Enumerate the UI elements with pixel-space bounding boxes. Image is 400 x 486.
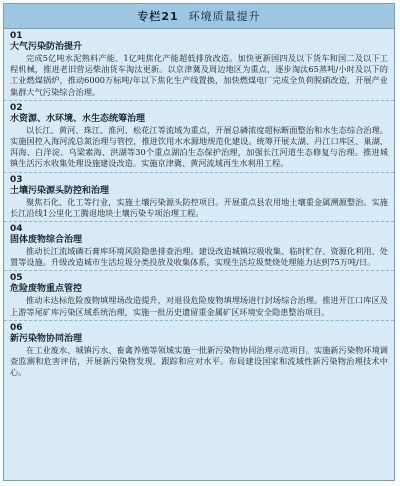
section-04 [4, 222, 394, 271]
section-body: 推动未达标危险废物填埋场改造提升，对退役危险废物填埋场进行封场综合治理。推进开江口库区及上游等尾矿库污染区域系统治理，实施一批历史遗留重金属矿区环境安全隐患整治项目。 [10, 295, 388, 317]
section-title: 新污染物协同治理 [10, 333, 83, 344]
column-number: 专栏21 [137, 10, 179, 23]
section-number: 06 [10, 322, 23, 333]
section-03 [4, 173, 394, 222]
column-header [4, 4, 394, 29]
section-01 [4, 29, 394, 101]
section-title: 危险废物重点管控 [10, 284, 83, 295]
section-title: 大气污染防治提升 [10, 42, 83, 52]
section-number: 04 [10, 224, 23, 235]
column-box [3, 3, 395, 481]
section-05 [4, 271, 394, 320]
section-body: 聚焦石化、化工等行业，实施土壤污染源头防控项目。开展重点县农用地土壤重金属溯源整治。实施长江沿线1公里化工腾退地块土壤污染专项治理工程。 [10, 196, 388, 218]
section-number: 03 [10, 174, 23, 185]
section-number: 01 [10, 31, 23, 41]
section-body: 以长江、黄河、珠江、淮河、松花江等流域为重点，开展总磷浓度超标断面整治和水生态综合治理。实施国控入海河流总氮治理与管控，推进饮用水水源地规范化建设。统筹开展太湖、丹江口库区、巢湖、洱海、白洋淀、乌梁素海、洪湖等30个重点湖泊生态保护治理，加强长江河道生态修复与治理。推进城镇生活污水收集处理设施建设改造。实施京津冀、黄河流域再生水利用工程。 [10, 124, 388, 169]
section-number: 05 [10, 273, 23, 284]
section-body: 在工业废水、城镇污水、畜禽养殖等领域实施一批新污染物协同治理示范项目。实施新污染物环境调查监测和危害评估，开展新污染物发现、跟踪和应对水平。布局建设国家和流域性新污染物治理技术中心。 [10, 344, 388, 378]
section-title: 固体废物综合治理 [10, 235, 83, 246]
section-02 [4, 101, 394, 173]
section-body: 推动长江流域磷石膏库环境风险隐患排查治理。建设改造城镇垃圾收集、临时贮存、资源化利用、处置等设施。升级改造城市生活垃圾分类投放及收集体系，实现生活垃圾焚烧处理能力达到75万吨/日。 [10, 246, 388, 268]
section-06 [4, 321, 394, 381]
column-title: 环境质量提升 [188, 10, 261, 23]
section-title: 水资源、水环境、水生态统筹治理 [10, 113, 146, 124]
section-number: 02 [10, 102, 23, 113]
section-title: 土壤污染源头防控和治理 [10, 185, 110, 196]
section-body: 完成5亿吨水泥熟料产能、1亿吨焦化产能超低排放改造。加快更新国四及以下货车和国二及以下工程机械，推进老旧营运柴油货车淘汰更新。以京津冀及周边地区为重点，逐步淘汰65蒸吨/小时及以下的工业燃煤锅炉，推动6000万标吨/年以下焦化生产线置换，加快燃煤电厂完成全负荷脱硝改造，开展产业集群大气污染综合治理。 [10, 53, 388, 97]
